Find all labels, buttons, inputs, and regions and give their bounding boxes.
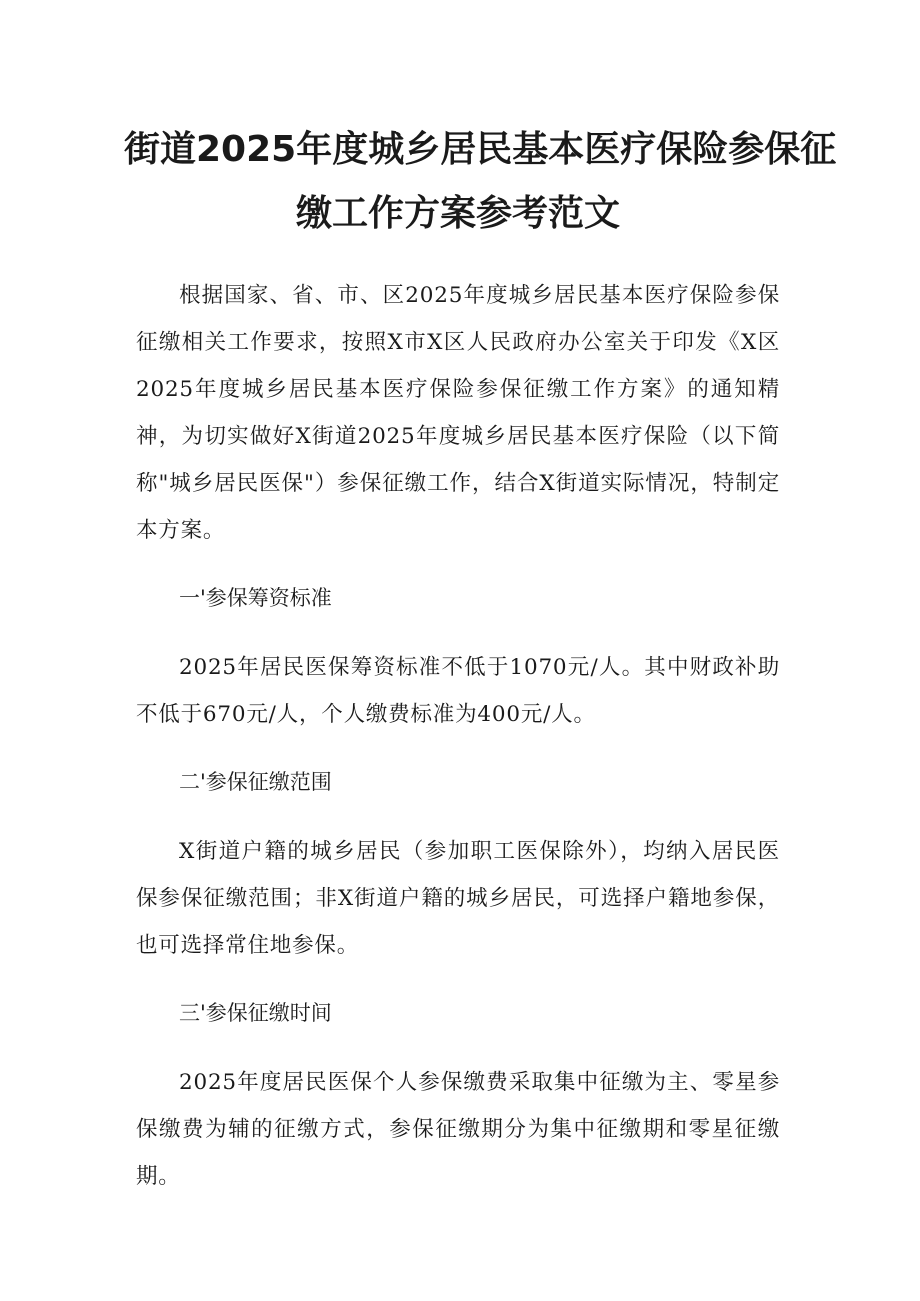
section-heading: 二'参保征缴范围 xyxy=(179,770,332,794)
document-title xyxy=(124,118,837,246)
section-enrollment-scope xyxy=(136,759,780,969)
section-collection-period xyxy=(136,990,780,1200)
section-heading: 一'参保筹资标准 xyxy=(179,586,332,610)
section-funding-standard xyxy=(136,575,780,738)
section-body: X街道户籍的城乡居民（参加职工医保除外），均纳入居民医保参保征缴范围；非X街道户籍的城乡居民，可选择户籍地参保，也可选择常住地参保。 xyxy=(136,839,780,958)
intro-paragraph: 根据国家、省、市、区2025年度城乡居民基本医疗保险参保征缴相关工作要求，按照X市X区人民政府办公室关于印发《X区2025年度城乡居民基本医疗保险参保征缴工作方案》的通知精神，为切实做好X街道2025年度城乡居民基本医疗保险（以下简称"城乡居民医保"）参保征缴工作，结合X街道实际情况，特制定本方案。 xyxy=(136,283,780,543)
section-heading: 三'参保征缴时间 xyxy=(179,1001,332,1025)
title-line-2: 缴工作方案参考范文 xyxy=(295,193,620,234)
section-body: 2025年度居民医保个人参保缴费采取集中征缴为主、零星参保缴费为辅的征缴方式，参保征缴期分为集中征缴期和零星征缴期。 xyxy=(136,1070,780,1189)
title-line-1: 街道2025年度城乡居民基本医疗保险参保征 xyxy=(124,129,837,170)
section-body: 2025年居民医保筹资标准不低于1070元/人。其中财政补助不低于670元/人，个人缴费标准为400元/人。 xyxy=(136,655,780,727)
